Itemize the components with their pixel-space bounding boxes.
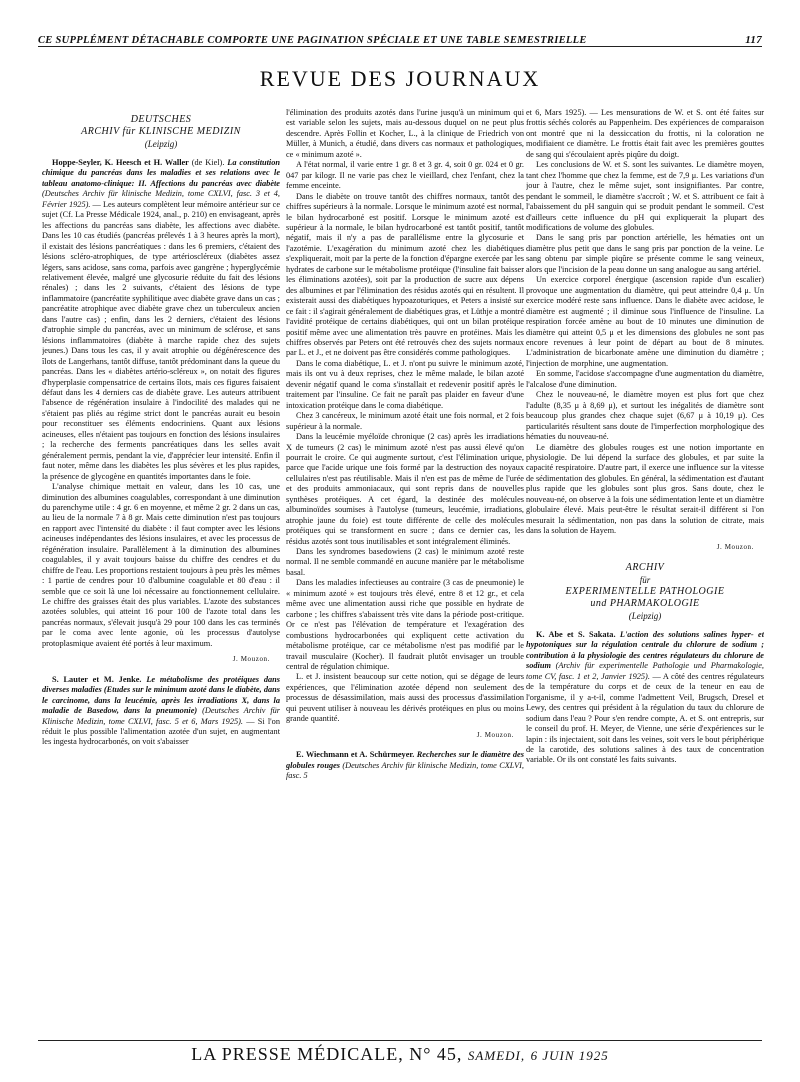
authors: K. Abe et S. Sakata.	[536, 630, 616, 640]
authors: S. Lauter et M. Jenke.	[52, 674, 142, 684]
abstract-wiechmann	[286, 750, 524, 781]
abstract-body: — Les auteurs complètent leur mémoire antérieur sur ce sujet (Cf. La Presse Médicale 1924, anal., p. 210) en envisageant, après les affections du pancréas sans diabète, les affections avec diabète. Dans les 10 cas étudiés (pancréas prélevés 1 à 3 heures après la mort), il existait des lésions pancréatiques : dans les 6 premiers, c'étaient des lésions scléro-atrophiques, de type artérioscléreux (diabètes assez légers, sans acidose, sans coma, parfois avec gangrène ; hyperglycémie relativement élevée, malgré une glycosurie réduite du fait des lésions rénales) ; dans les 2 suivants, c'étaient des lésions de type inflammatoire (pancréatite syphilitique avec diabète grave dans un cas ; pancréatite atrophique avec diabète grave chez un tuberculeux ancien dans l'autre cas) ; enfin, dans les 2 derniers, c'étaient des lésions d'atrophie simple du pancréas, avec un minimum de sclérose, et sans lésions inflammatoires (diabète à marche rapide chez des sujets jeunes.) Dans tous les cas, il y avait atrophie ou dégénérescence des îlots de Langerhans, tantôt diffuse, tantôt prédominant dans la queue du pancréas. Dans les « diabètes artério-scléreux », on notait des figures d'hyperplasie compensatrice de certains îlots, mais ces figures faisaient défaut dans les 4 derniers cas de diabète grave. Les auteurs attribuent l'absence de régénération insulaire à l'indocilité des malades qui ne s'étaient pas pliés au régime strict dont le pancréas aurait eu besoin pour reconstituer ses éléments endocriniens. Quant aux lésions acineuses, elles n'étaient pas toujours en fonction des lésions insulaires ; la recherche des ferments pancréatiques dans les selles avait généralement permis, pendant la vie, d'apprécier leur intensité. Enfin il faut noter, même dans les diabètes les plus sévères et les plus rapides, la présence de glycogène en quantités importantes dans le foie.	[42, 199, 280, 481]
abstract-paragraph: L. et J. insistent beaucoup sur cette notion, qui se dégage de leurs expériences, que l'élimination azotée dépend non seulement des processus de désassimilation, mais aussi des processus d'assimilation qui peuvent utiliser à nouveau les dérivés protéiques en plus ou moins grande quantité.	[286, 672, 524, 724]
abstract-paragraph: Chez le nouveau-né, le diamètre moyen est plus fort que chez l'adulte (8,35 μ à 8,69 μ), et surtout les inégalités de diamètre sont beaucoup plus grandes chez chaque sujet (6,67 μ à 10,19 μ). Ces particularités résultent sans doute de l'imperfection morphologique des hématies du nouveau-né.	[526, 390, 764, 442]
abstract-paragraph: En somme, l'acidose s'accompagne d'une augmentation du diamètre, l'alcalose d'une diminution.	[526, 369, 764, 389]
abstract-abe-sakata	[526, 630, 764, 766]
abstract-paragraph: A l'état normal, il varie entre 1 gr. 8 et 3 gr. 4, soit 0 gr. 024 et 0 gr. 047 par kilogr. Il ne varie pas chez le vieillard, chez l'enfant, chez la femme enceinte.	[286, 160, 524, 191]
abstract-paragraph: Dans la leucémie myéloïde chronique (2 cas) après les irradiations X de tumeurs (2 cas) le minimum azoté n'est pas aussi élevé qu'on pourrait le croire. Ce qui augmente surtout, c'est l'élimination urique, parce que l'acide urique une fois formé par la destruction des noyaux cellulaires n'est pas réutilisable. Mais il n'en est pas de même de l'urée et des produits ammoniacaux, qui sont repris dans de nouvelles synthèses protéiques. A cet égard, la destinée des molécules albuminoïdes soumises à l'autolyse (tumeurs, leucémie, irradiations, atrophie jaune du foie) est toute différente de celle des molécules protéiques qui se transforment en sucre ; dans ce dernier cas, les résidus azotés sont tous inutilisables et sont intégralement éliminés.	[286, 432, 524, 546]
footer-day: SAMEDI,	[467, 1048, 526, 1063]
journal-city: (Leipzig)	[144, 139, 178, 149]
signature: J. Mouzon.	[716, 542, 754, 551]
abstract-body: — A côté des centres régulateurs de la température du corps et de ceux de la teneur en eau de l'organisme, il y a-t-il, comme l'admettent Veil, Brugsch, Dresel et Lewy, des centres qui président à la régulation du taux du chlorure de sodium dans l'eau ? Pour s'en rendre compte, A. et S. ont entrepris, sur le conseil du prof. H. Meyer, de Vienne, une série d'expériences sur le lapin : ils injectaient, soit dans les veines, soit vers le bout périphérique de la carotide, des solutions salines à des taux de concentration variable. Or ils ont constaté les faits suivants.	[526, 671, 764, 765]
authors: Hoppe-Seyler, K. Heesch et H. Waller	[52, 158, 189, 167]
column-2	[286, 108, 524, 1028]
article-title: L'action des solutions salines hyper- et hypotoniques sur la régulation centrale du chlorure de sodium ; contribution à la physiologie des centres régulateurs du chlorure de sodium	[526, 630, 764, 671]
abstract-paragraph: Les conclusions de W. et S. sont les suivantes. Le diamètre moyen, tant chez l'homme que chez la femme, est de 7,9 μ. Les variations d'un jour à l'autre, chez le même sujet, sont insignifiantes. Par contre, pendant le sommeil, le diamètre s'accroît ; W. et S. attribuent ce fait à l'abaissement du pH sanguin qui se produit pendant le sommeil. C'est d'ailleurs cette influence du pH qui expliquerait la plupart des modifications de volume des globules.	[526, 160, 764, 232]
abstract-paragraph: Chez 3 cancéreux, le minimum azoté était une fois normal, et 2 fois supérieur à la normale.	[286, 411, 524, 431]
article-reference: (Deutsches Archiv für Klinische Medizin, tome CXLVI, fasc. 5 et 6, Mars 1925).	[42, 706, 280, 726]
journal-name-line2: ARCHIV für KLINISCHE MEDIZIN	[81, 126, 241, 137]
abstract-paragraph: L'analyse chimique mettait en valeur, dans les 10 cas, une diminution des albumines coagulables, correspondant à une diminution du parenchyme utile : 4 gr. 6 en moyenne, et même 2 gr. 2 dans un cas, au lieu de la normale 7 à 8 gr. Mais cette diminution n'est pas toujours en rapport avec l'intensité du diabète : il faut compter avec les lésions acineuses indépendantes des lésions insulaires, et avec les processus de régénération insulaire. Parallèlement à la diminution des albumines coagulables, il y avait toujours baisse du chiffre des cendres et du chiffre de l'eau. Les proportions restaient toujours à peu près les mêmes : 1 partie de cendres pour 10 d'albumine coagulable et 80 d'eau : il semble que ce soit là une loi nécessaire au fonctionnement cellulaire. Le chiffre des graisses était des plus variables. L'azote des substances azotées solubles, qui atteint 16 pour 100 de l'azote total dans les pancréas normaux, s'élevait jusqu'à 29 pour 100 dans les cas terminés par le coma avec lente agonie, où les processus d'autolyse protoplasmique avaient été portés à leur maximum.	[42, 482, 280, 648]
signature: J. Mouzon.	[232, 655, 270, 664]
article-reference: (Deutsches Archiv für klinische Medizin, tome CXLVI, fasc. 3 et 4, Février 1925).	[42, 189, 280, 209]
column-3	[526, 108, 764, 1028]
running-header	[38, 28, 762, 47]
abstract-lauter-jenke	[42, 675, 280, 748]
abstract-paragraph: Dans le diabète on trouve tantôt des chiffres normaux, tantôt des chiffres supérieurs à la normale. Lorsque le minimum azoté est normal, le bilan hydrocarboné est positif. Lorsque le minimum azoté est supérieur à la normale, le bilan hydrocarboné est tantôt positif, tantôt négatif, mais il n'y a pas de parallélisme entre la glycosurie et l'azotémie. L'exagération du minimum azoté chez les diabétiques s'expliquerait, moit par la perte de la fonction d'épargne exercée par les hydrates de carbone sur le métabolisme protéique (l'insuline fait baisser les éliminations azotées), soit par la production de sucre aux dépens des albumines et par l'élimination des résidus azotés qui en résultent. Il existerait aussi des diabétiques hypoazoturiques, et Peters a insisté sur ce fait : il s'agirait généralement de diabétiques gras, et Lüthje a montré l'avidité protéique de certains diabétiques, qui ont un bilan protéique positif même avec une alimentation très pauvre en protéines. Mais les chiffres observés par Peters ont été retrouvés chez des sujets normaux par L. et J., et ne doivent pas être considérés comme pathologiques.	[286, 191, 524, 358]
page-number: 117	[745, 34, 762, 46]
abstract-paragraph: l'élimination des produits azotés dans l'urine jusqu'à un minimum qui est variable selon les sujets, mais au-dessous duquel on ne peut plus descendre. Après Follin et Kocher, L., à la clinique de Friedrich von Müller, à Munich, a étudié, dans divers cas normaux et pathologiques, ce « minimum azoté ».	[286, 108, 524, 159]
abstract-body: — Si l'on réduit le plus possible l'alimentation azotée d'un sujet, en augmentant les ingesta hydrocarbonés, on voit s'abaisser	[42, 716, 280, 747]
article-title: Recherches sur le diamètre des globules rouges	[286, 750, 524, 770]
footer-journal: LA PRESSE MÉDICALE, N° 45,	[191, 1044, 463, 1064]
authors: E. Wiechmann et A. Schürmeyer.	[296, 750, 415, 760]
abstract-paragraph: Dans les maladies infectieuses au contraire (3 cas de pneumonie) le « minimum azoté » est toujours très élevé, entre 8 et 12 gr., et cela même avec une alimentation aussi riche que possible en hydrate de carbone ; les chiffres s'abaissent très vite dans la période post-critique. Or ce n'est pas l'élévation de température et l'exagération des combustions hydrocarbonées qui expliquent cette activation du métabolisme protéique, car ce métabolisme n'est pas modifié par le travail musculaire (Kocher). Il faudrait plutôt envisager un trouble central de régulation chimique.	[286, 578, 524, 672]
footer-date: 6 JUIN 1925	[530, 1048, 609, 1063]
abstract-paragraph: Un exercice corporel énergique (ascension rapide d'un escalier) provoque une augmentation du diamètre, qui peut atteindre 0,4 μ. Un exercice modéré reste sans influence. Dans le diabète avec acidose, le diamètre est augmenté ; il diminue sous l'influence de l'insuline. La respiration forcée amène au bout de 10 minutes une diminution de diamètre qui atteint 0,5 μ et les dimensions des globules ne sont pas encore revenues à leur point de départ au bout de 8 minutes. L'administration de bicarbonate amène une diminution du diamètre ; l'injection de morphine, une augmentation.	[526, 275, 764, 368]
article-reference: (Deutsches Archiv für klinische Medizin, tome CXLVI, fasc. 5	[286, 760, 524, 781]
column-1	[42, 108, 280, 1028]
journal-name-line4: und PHARMAKOLOGIE	[590, 598, 700, 610]
journal-name-line1: ARCHIV	[625, 562, 665, 574]
journal-name-line1: DEUTSCHES	[130, 114, 192, 125]
running-title: CE SUPPLÉMENT DÉTACHABLE COMPORTE UNE PAGINATION SPÉCIALE ET UNE TABLE SEMESTRIELLE	[38, 35, 587, 46]
signature: J. Mouzon.	[476, 730, 514, 739]
article-title: Le métabolisme des protéiques dans diverses maladies (Etudes sur le minimum azoté dans le diabète, dans le carcinome, dans la leucémie, après les irradiations X, dans la maladie de Basedow, dans la pneumonie)	[42, 674, 280, 716]
journal-city: (Leipzig)	[628, 611, 662, 622]
journal-heading-1	[42, 114, 280, 150]
abstract-paragraph: Dans le sang pris par ponction artérielle, les hématies ont un diamètre plus petit que dans le sang pris par ponction de la veine. Le sang obtenu par simple piqûre se présente comme le sang veineux, alors que l'incision de la peau donne un sang analogue au sang artériel.	[526, 233, 764, 274]
journal-name-line3: EXPERIMENTELLE PATHOLOGIE	[565, 586, 725, 598]
abstract-paragraph: Dans les syndromes basedowiens (2 cas) le minimum azoté reste normal. Il ne semble commandé en aucune manière par le métabolisme basal.	[286, 547, 524, 577]
abstract-paragraph: Le diamètre des globules rouges est une notion importante en physiologie. De lui dépend la surface des globules, et par suite la capacité respiratoire. D'autre part, il exerce une influence sur la vitesse de sédimentation des globules. En général, la sédimentation est d'autant plus rapide que les globules sont plus gros. Sans doute, chez le nouveau-né, on observe à la fois une sédimentation lente et un diamètre globulaire élevé. Mais peut-être le résultat serait-il différent si l'on mesurait la sédimentation, non pas dans la solution de citrate, mais dans la solution de Hayem.	[526, 442, 764, 536]
article-reference: (Archiv für experimentelle Pathologie und Pharmakologie, tome CV, fasc. 1 et 2, Janvier 1925).	[526, 661, 764, 681]
authors-place: (de Kiel).	[188, 158, 228, 167]
journal-heading-2	[526, 562, 764, 622]
page-footer	[38, 1040, 762, 1065]
article-title: La constitution chimique du pancréas dans les maladies et ses relations avec le tableau anatomo-clinique: II. Affections du pancréas avec diabète	[42, 158, 280, 188]
abstract-hoppe-seyler	[42, 158, 280, 482]
journal-name-line2: für	[639, 575, 651, 586]
abstract-paragraph: et 6, Mars 1925). — Les mensurations de W. et S. ont été faites sur frottis séchés colorés au Pappenheim. Des expériences de comparaison ont montré que ni la dessiccation du frottis, ni la coloration ne modifiaient ce diamètre. Le frottis était fait avec les premières gouttes de sang qui s'écoulaient après piqûre du doigt.	[526, 108, 764, 159]
page-title: REVUE DES JOURNAUX	[259, 66, 541, 91]
abstract-paragraph: Dans le coma diabétique, L. et J. n'ont pu suivre le minimum azoté, mais ils ont vu à deux reprises, chez le même malade, le bilan azoté devenir négatif quand le coma s'installait et redevenir positif après le traitement par l'insuline. Ce fait ne paraît pas plaider en faveur d'une intoxication protéique dans le coma diabétique.	[286, 358, 524, 410]
